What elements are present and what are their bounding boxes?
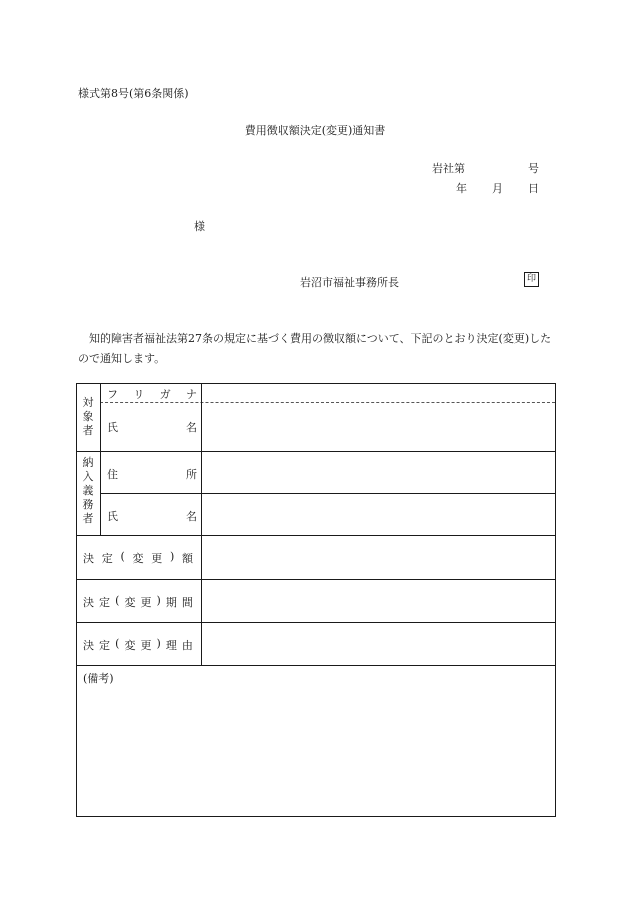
payer-address-field[interactable] (203, 453, 553, 492)
row-divider (77, 535, 555, 536)
decided-reason-field[interactable] (203, 624, 553, 664)
furigana-field[interactable] (203, 386, 553, 400)
seal-mark: 印 (524, 272, 539, 287)
decided-amount-field[interactable] (203, 537, 553, 578)
subject-name-field[interactable] (203, 404, 553, 450)
date-day: 日 (528, 182, 539, 195)
column-divider (100, 384, 101, 535)
label-payer-name: 氏 名 (107, 510, 197, 523)
notice-body: 知的障害者福祉法第27条の規定に基づく費用の徴収額について、下記のとおり決定(変更)したので通知します。 (78, 332, 552, 365)
decided-period-field[interactable] (203, 581, 553, 621)
column-divider (201, 384, 202, 665)
document-number-suffix: 号 (528, 162, 539, 175)
label-decided-period: 決 定 ( 変 更 ) 期 間 (83, 594, 193, 609)
row-divider (100, 493, 555, 494)
row-divider (77, 579, 555, 580)
payer-name-field[interactable] (203, 495, 553, 534)
notice-form-table (76, 383, 556, 817)
label-payer-address: 住 所 (107, 468, 197, 481)
label-subject-name: 氏 名 (107, 421, 197, 434)
group-label-subject: 対象者 (82, 396, 94, 437)
label-remarks: (備考) (83, 672, 114, 685)
document-number-prefix: 岩社第 (432, 162, 465, 175)
issuer-name: 岩沼市福祉事務所長 (300, 276, 399, 289)
furigana-divider (100, 402, 555, 403)
group-label-payer: 納入義務者 (82, 456, 94, 525)
label-decided-reason: 決 定 ( 変 更 ) 理 由 (83, 637, 193, 652)
label-decided-amount: 決 定 ( 変 更 ) 額 (83, 550, 193, 565)
row-divider (77, 622, 555, 623)
document-title: 費用徴収額決定(変更)通知書 (244, 124, 386, 137)
remarks-field[interactable] (79, 684, 553, 814)
label-furigana: フ リ ガ ナ (107, 388, 197, 401)
date-month: 月 (492, 182, 503, 195)
row-divider (77, 451, 555, 452)
addressee-honorific: 様 (194, 220, 205, 233)
date-year: 年 (456, 182, 467, 195)
form-number: 様式第8号(第6条関係) (78, 87, 189, 100)
row-divider (77, 665, 555, 666)
